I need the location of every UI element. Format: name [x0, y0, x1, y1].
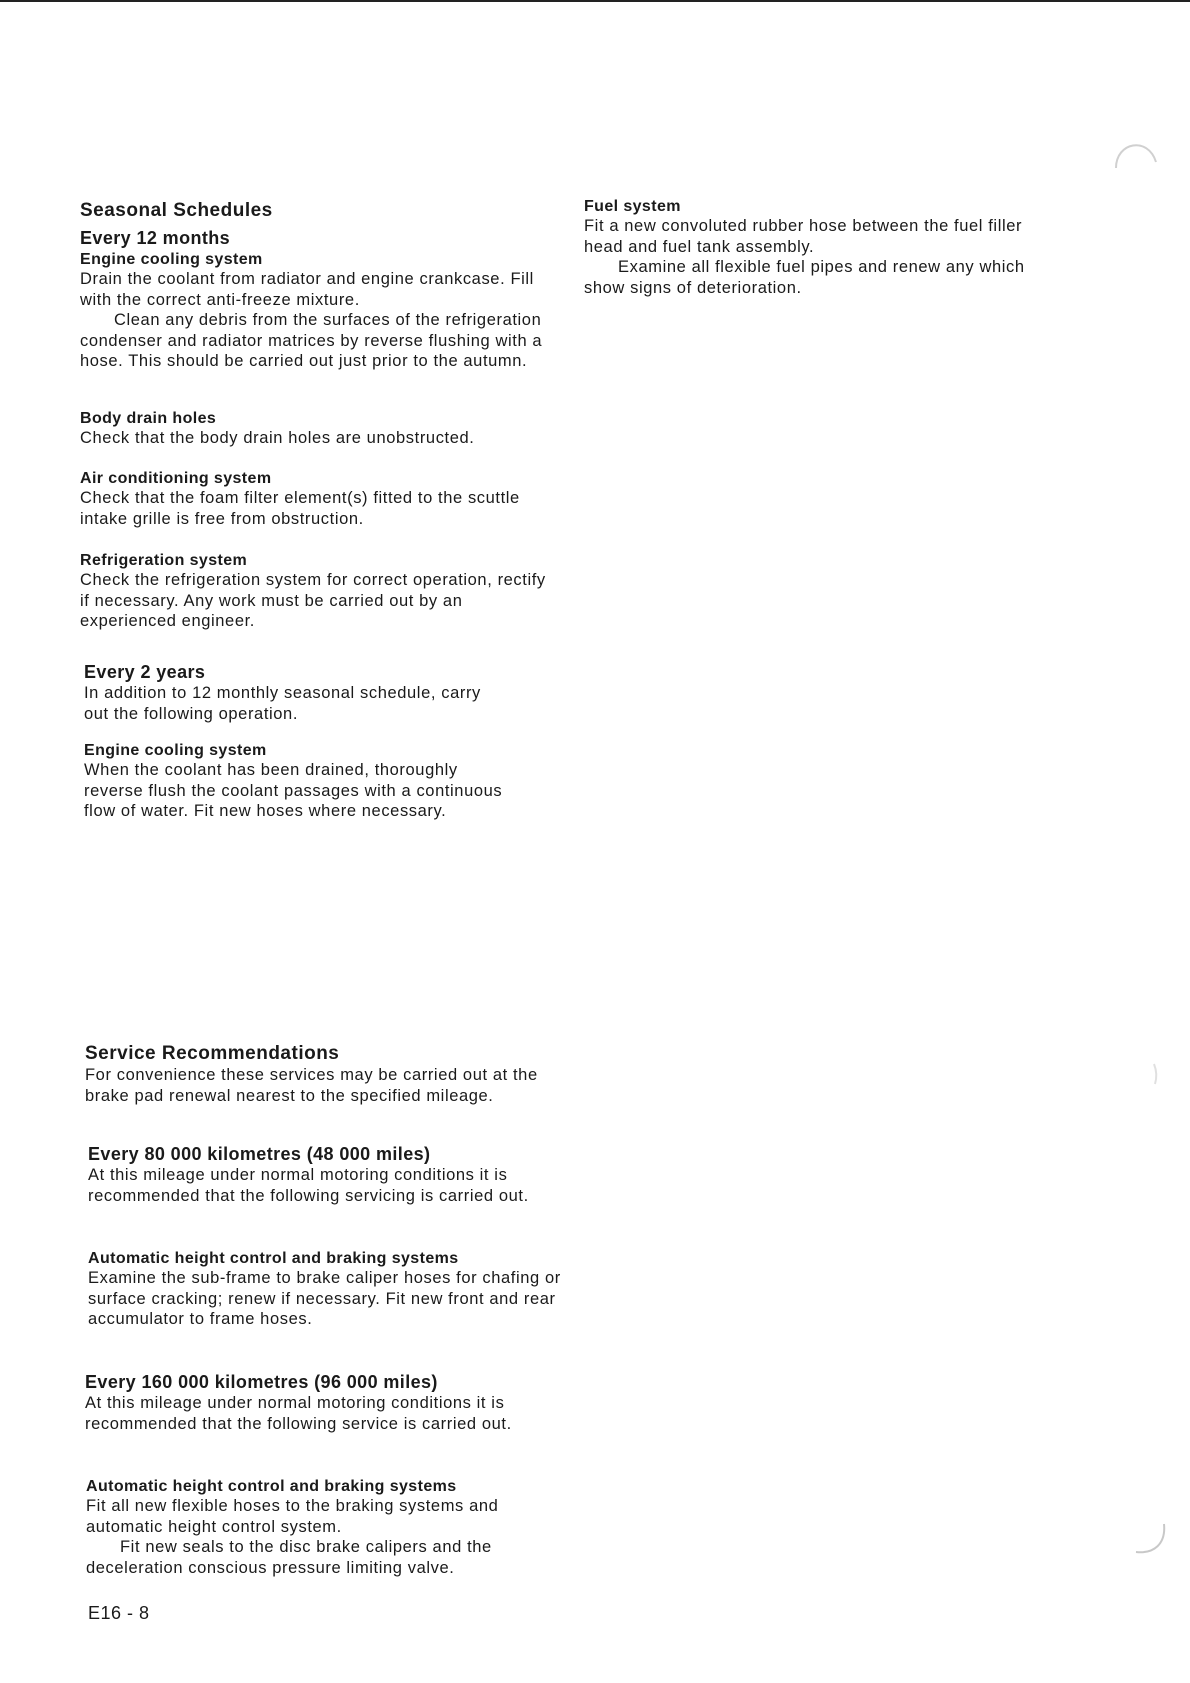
every80-auto-block [88, 1250, 568, 1330]
every80-section [88, 1144, 568, 1206]
punch-hole-mark-bottom [1130, 1520, 1170, 1560]
service-title: Service Recommendations [85, 1043, 340, 1064]
fuel-system-title: Fuel system [584, 198, 681, 215]
service-section [85, 1043, 565, 1106]
every80-heading: Every 80 000 kilometres (48 000 miles) [88, 1144, 431, 1164]
scan-mark [1150, 1060, 1162, 1090]
body-drain-text: Check that the body drain holes are unobstructed. [80, 429, 475, 447]
page-number: E16 - 8 [88, 1603, 150, 1623]
engine-cooling-text: Drain the coolant from radiator and engine crankcase. Fill with the correct anti-freeze mixture. [80, 270, 534, 309]
every2-intro: In addition to 12 monthly seasonal schedule, carry out the following operation. [84, 684, 481, 723]
seasonal-title: Seasonal Schedules [80, 200, 273, 221]
seasonal-section [80, 200, 560, 222]
fuel-system-text-2: Examine all flexible fuel pipes and renew any which show signs of deterioration. [584, 258, 1025, 297]
aircon-text: Check that the foam filter element(s) fitted to the scuttle intake grille is free from obstruction. [80, 489, 520, 528]
every2-engine-text: When the coolant has been drained, thoroughly reverse flush the coolant passages with a continuous flow of water. Fit new hoses where necessary. [84, 761, 503, 820]
engine-cooling-block [80, 251, 560, 372]
every160-heading: Every 160 000 kilometres (96 000 miles) [85, 1372, 438, 1392]
fuel-system-block [584, 198, 1044, 298]
every2-engine-block [84, 742, 504, 822]
every2-section [84, 662, 504, 724]
every160-auto-text: Fit all new flexible hoses to the braking systems and automatic height control system. [86, 1497, 499, 1536]
refrigeration-text: Check the refrigeration system for correct operation, rectify if necessary. Any work must be carried out by an experienced engineer. [80, 571, 546, 630]
fuel-system-text: Fit a new convoluted rubber hose between the fuel filler head and fuel tank assembly. [584, 217, 1023, 256]
engine-cooling-text-2: Clean any debris from the surfaces of the refrigeration condenser and radiator matrices by reverse flushing with a hose. This should be carried out just prior to the autumn. [80, 311, 543, 370]
every160-auto-block [86, 1478, 566, 1578]
every80-intro: At this mileage under normal motoring conditions it is recommended that the following servicing is carried out. [88, 1166, 529, 1205]
every2-engine-title: Engine cooling system [84, 742, 267, 759]
every80-auto-title: Automatic height control and braking systems [88, 1250, 459, 1267]
punch-hole-mark [1112, 132, 1162, 172]
every160-section [85, 1372, 565, 1434]
engine-cooling-title: Engine cooling system [80, 251, 263, 268]
refrigeration-title: Refrigeration system [80, 552, 248, 569]
aircon-block [80, 470, 560, 529]
service-intro: For convenience these services may be carried out at the brake pad renewal nearest to the specified mileage. [85, 1066, 538, 1105]
every160-intro: At this mileage under normal motoring conditions it is recommended that the following service is carried out. [85, 1394, 512, 1433]
body-drain-block [80, 410, 560, 449]
every12-heading: Every 12 months [80, 228, 231, 248]
refrigeration-block [80, 552, 560, 632]
every80-auto-text: Examine the sub-frame to brake caliper hoses for chafing or surface cracking; renew if necessary. Fit new front and rear accumulator to frame hoses. [88, 1269, 561, 1328]
every160-auto-title: Automatic height control and braking systems [86, 1478, 457, 1495]
every2-heading: Every 2 years [84, 662, 206, 682]
body-drain-title: Body drain holes [80, 410, 217, 427]
aircon-title: Air conditioning system [80, 470, 272, 487]
every12-section [80, 228, 560, 249]
every160-auto-text-2: Fit new seals to the disc brake calipers and the deceleration conscious pressure limiting valve. [86, 1538, 492, 1577]
